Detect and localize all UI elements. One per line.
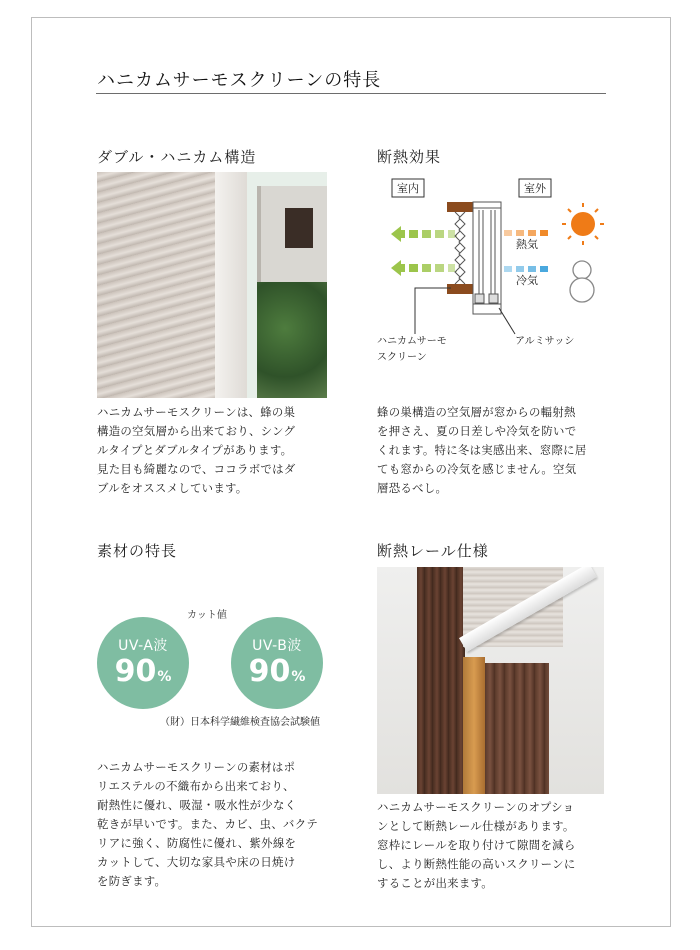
- insulated-rail-photo: [377, 567, 604, 794]
- cold-dashes: [504, 266, 548, 272]
- insulation-diagram: [375, 172, 615, 362]
- text-line: ハニカムサーモスクリーンの素材はポ: [97, 760, 296, 774]
- uv-b-label: UV-B波: [252, 638, 302, 654]
- insulated-rail-title: 断熱レール仕様: [377, 542, 489, 560]
- heat-dashes: [504, 230, 548, 236]
- uv-a-percent: %: [157, 669, 172, 685]
- cold-label: 冷気: [516, 274, 538, 287]
- insulation-effect-title: 断熱効果: [377, 148, 442, 166]
- text-line: リアに強く、防腐性に優れ、紫外線を: [97, 836, 297, 850]
- text-line: ンとして断熱レール仕様があります。: [377, 819, 575, 833]
- text-line: することが出来ます。: [377, 876, 493, 890]
- top-frame-wood: [447, 202, 473, 212]
- text-line: 乾きが早いです。また、カビ、虫、バクテ: [97, 817, 319, 831]
- uv-b-value: 90: [248, 654, 291, 689]
- double-honeycomb-text: [97, 403, 337, 498]
- title-divider: [96, 93, 606, 94]
- page-title: ハニカムサーモスクリーンの特長: [97, 70, 382, 91]
- text-line: ても窓からの冷気を感じません。空気: [377, 462, 577, 476]
- uv-b-badge: [231, 617, 323, 709]
- sash-label: アルミサッシ: [515, 336, 575, 347]
- heat-label: 熱気: [516, 238, 538, 251]
- text-line: 構造の空気層から出来ており、シング: [97, 424, 296, 438]
- uv-a-value: 90: [114, 654, 157, 689]
- cut-value-label: カット値: [187, 610, 227, 621]
- text-line: ハニカムサーモスクリーンのオプショ: [377, 800, 575, 814]
- honeycomb-screen-photo: [97, 172, 327, 398]
- material-title: 素材の特長: [97, 542, 178, 560]
- text-line: リエステルの不織布から出来ており、: [97, 779, 295, 793]
- text-line: 蜂の巣構造の空気層が窓からの輻射熱: [377, 405, 576, 419]
- arrow-in-bottom: [391, 260, 457, 276]
- indoor-label: 室内: [397, 182, 419, 195]
- bottom-frame-wood: [447, 284, 473, 294]
- text-line: 見た目も綺麗なので、ココラボではダ: [97, 462, 296, 476]
- aluminum-sash-shape: [473, 202, 501, 314]
- text-line: ハニカムサーモスクリーンは、蜂の巣: [97, 405, 296, 419]
- insulation-effect-text: [377, 403, 617, 498]
- double-honeycomb-title: ダブル・ハニカム構造: [97, 148, 257, 166]
- text-line: 層恐るべし。: [377, 481, 448, 495]
- snowman-icon: [570, 261, 594, 302]
- test-value-note: （財）日本科学繊維検査協会試験値: [160, 717, 320, 728]
- text-line: を防ぎます。: [97, 874, 167, 888]
- outdoor-label: 室外: [524, 182, 546, 195]
- honeycomb-screen-shape: [455, 212, 465, 284]
- text-line: ブルをオススメしています。: [97, 481, 248, 495]
- text-line: し、より断熱性能の高いスクリーンに: [377, 857, 576, 871]
- uv-b-percent: %: [291, 669, 306, 685]
- uv-a-value-wrap: [97, 654, 189, 689]
- text-line: を押さえ、夏の日差しや冷気を防いで: [377, 424, 577, 438]
- text-line: 窓枠にレールを取り付けて隙間を減ら: [377, 838, 576, 852]
- sun-icon: [562, 203, 604, 245]
- uv-a-label: UV-A波: [118, 638, 168, 654]
- uv-a-badge: [97, 617, 189, 709]
- arrow-in-top: [391, 226, 457, 242]
- text-line: 耐熱性に優れ、吸湿・吸水性が少なく: [97, 798, 297, 812]
- screen-label-2: スクリーン: [377, 352, 427, 362]
- screen-label-1: ハニカムサーモ: [377, 336, 447, 347]
- screen-leader-line: [415, 288, 451, 334]
- sash-leader-line: [499, 308, 515, 334]
- insulated-rail-text: [377, 798, 617, 893]
- uv-b-value-wrap: [231, 654, 323, 689]
- text-line: ルタイプとダブルタイプがあります。: [97, 443, 293, 457]
- material-text: [97, 758, 337, 891]
- text-line: くれます。特に冬は実感出来、窓際に居: [377, 443, 587, 457]
- text-line: カットして、大切な家具や床の日焼け: [97, 855, 296, 869]
